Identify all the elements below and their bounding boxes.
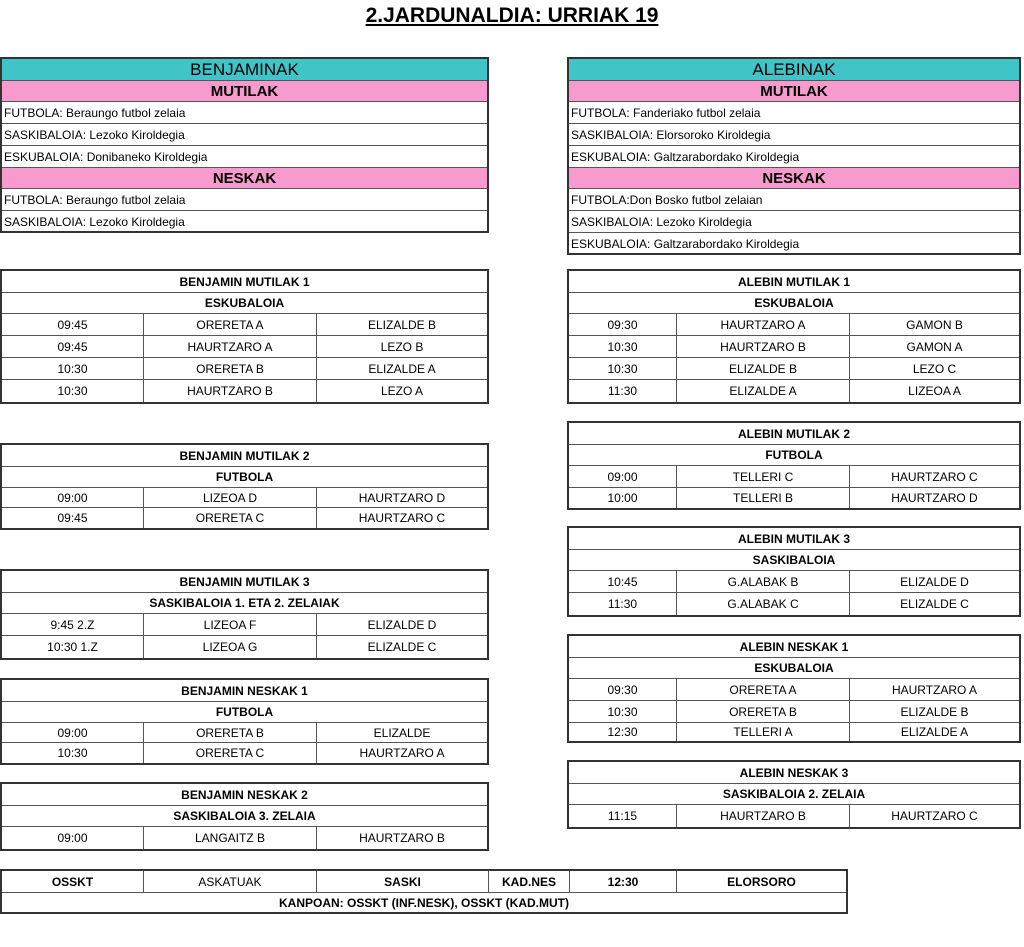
- group-title: ALEBIN MUTILAK 2: [569, 423, 1019, 445]
- match-row: [2, 743, 487, 763]
- home-team: LANGAITZ B: [144, 827, 317, 849]
- group-title: BENJAMIN NESKAK 1: [2, 680, 487, 702]
- home-team: HAURTZARO B: [144, 380, 317, 402]
- match-time: 09:00: [2, 723, 144, 742]
- away-team: ELIZALDE B: [900, 704, 969, 719]
- match-time: 09:00: [569, 466, 677, 487]
- away-team: ELIZALDE B: [367, 317, 437, 332]
- venue-row: SASKIBALOIA: Lezoko Kiroldegia: [569, 211, 1019, 233]
- match-row: [569, 336, 1019, 358]
- away-team: HAURTZARO D: [891, 491, 978, 505]
- group-table-an1: [567, 634, 1021, 743]
- match-time: 10:30: [2, 358, 144, 379]
- group-table-bn2: [0, 782, 489, 851]
- benjaminak-venues: [0, 57, 489, 233]
- venue-row: FUTBOLA: Beraungo futbol zelaia: [2, 189, 487, 211]
- match-time: 11:15: [569, 805, 677, 827]
- group-table-bn1: [0, 678, 489, 765]
- away-team: GAMON B: [906, 317, 963, 332]
- match-row: [569, 701, 1019, 723]
- match-time: 10:00: [569, 488, 677, 508]
- match-time: 09:00: [2, 827, 144, 849]
- osskt-opponent-category: KAD.NES: [489, 871, 570, 892]
- match-row: [2, 488, 487, 508]
- home-team: ORERETA C: [144, 508, 317, 528]
- osskt-row: [2, 871, 846, 893]
- away-team: HAURTZARO B: [359, 831, 445, 845]
- home-team: ELIZALDE B: [677, 358, 850, 379]
- osskt-table: [0, 869, 848, 914]
- away-team: ELIZALDE A: [368, 361, 436, 376]
- match-time: 10:30: [569, 358, 677, 379]
- home-team: ORERETA B: [144, 358, 317, 379]
- group-table-an3: [567, 760, 1021, 829]
- match-time: 9:45 2.Z: [2, 614, 144, 635]
- match-time: 10:30: [2, 743, 144, 763]
- match-time: 11:30: [569, 380, 677, 402]
- match-time: 10:30: [569, 336, 677, 357]
- venue-row: SASKIBALOIA: Lezoko Kiroldegia: [4, 215, 185, 229]
- match-row: [569, 593, 1019, 615]
- away-team: ELIZALDE: [373, 725, 431, 740]
- match-row: [2, 380, 487, 402]
- venue-row: ESKUBALOIA: Galtzarabordako Kiroldegia: [569, 146, 1019, 168]
- home-team: LIZEOA G: [144, 636, 317, 658]
- group-title: ALEBIN MUTILAK 3: [569, 528, 1019, 550]
- away-team: HAURTZARO A: [359, 746, 445, 760]
- venue-row: ESKUBALOIA: Donibaneko Kiroldegia: [2, 146, 487, 168]
- group-table-am2: [567, 421, 1021, 510]
- away-team: GAMON A: [906, 339, 963, 354]
- venue-row: SASKIBALOIA: Lezoko Kiroldegia: [2, 124, 487, 146]
- venue-row: FUTBOLA: Beraungo futbol zelaia: [2, 102, 487, 124]
- group-title: BENJAMIN MUTILAK 1: [2, 271, 487, 293]
- match-row: [569, 723, 1019, 741]
- venue-row: FUTBOLA: Fanderiako futbol zelaia: [569, 102, 1019, 124]
- match-row: [569, 380, 1019, 402]
- group-sport: ESKUBALOIA: [569, 658, 1019, 679]
- match-row: [569, 805, 1019, 827]
- match-time: 09:30: [569, 314, 677, 335]
- away-team: LEZO A: [380, 384, 424, 398]
- group-title: ALEBIN NESKAK 3: [569, 762, 1019, 784]
- group-title: ALEBIN MUTILAK 1: [569, 271, 1019, 293]
- osskt-sport: SASKI: [317, 871, 489, 892]
- home-team: G.ALABAK C: [677, 593, 850, 615]
- away-team: HAURTZARO C: [891, 809, 978, 823]
- away-team: HAURTZARO A: [891, 682, 978, 697]
- home-team: ORERETA A: [144, 314, 317, 335]
- page-title: 2.JARDUNALDIA: URRIAK 19: [365, 4, 659, 27]
- group-sport: FUTBOLA: [2, 467, 487, 488]
- match-row: [2, 336, 487, 358]
- alebinak-venues: [567, 57, 1021, 255]
- away-team: ELIZALDE C: [900, 597, 969, 611]
- away-team: LIZEOA A: [908, 384, 961, 398]
- group-table-am1: [567, 269, 1021, 404]
- match-row: [569, 466, 1019, 488]
- match-row: [569, 679, 1019, 701]
- match-time: 11:30: [569, 593, 677, 615]
- match-row: [2, 723, 487, 743]
- home-team: ORERETA A: [677, 679, 850, 700]
- away-team: LEZO B: [380, 339, 424, 354]
- match-row: [569, 358, 1019, 380]
- group-sport: ESKUBALOIA: [2, 293, 487, 314]
- osskt-time: 12:30: [570, 871, 677, 892]
- group-sport: SASKIBALOIA 3. ZELAIA: [2, 806, 487, 827]
- match-row: [569, 488, 1019, 508]
- match-row: [2, 508, 487, 528]
- match-row: [2, 314, 487, 336]
- match-time: 09:30: [569, 679, 677, 700]
- group-sport: FUTBOLA: [569, 445, 1019, 466]
- match-time: 09:45: [2, 314, 144, 335]
- osskt-team: OSSKT: [2, 871, 144, 892]
- away-team: HAURTZARO D: [358, 490, 446, 505]
- osskt-category: ASKATUAK: [144, 871, 317, 892]
- home-team: ELIZALDE A: [677, 380, 850, 402]
- venue-row: SASKIBALOIA: Elorsoroko Kiroldegia: [569, 124, 1019, 146]
- group-sport: SASKIBALOIA 2. ZELAIA: [569, 784, 1019, 805]
- home-team: G.ALABAK B: [677, 571, 850, 592]
- away-team: LEZO C: [912, 361, 957, 376]
- away-team: HAURTZARO C: [891, 469, 978, 484]
- match-row: [2, 614, 487, 636]
- venue-row: FUTBOLA:Don Bosko futbol zelaian: [569, 189, 1019, 211]
- away-team: HAURTZARO C: [358, 511, 446, 525]
- home-team: HAURTZARO B: [677, 805, 850, 827]
- match-time: 12:30: [569, 723, 677, 741]
- match-row: [569, 571, 1019, 593]
- group-sport: FUTBOLA: [2, 702, 487, 723]
- benjaminak-header: BENJAMINAK: [2, 59, 487, 81]
- away-team: ELIZALDE C: [367, 640, 437, 654]
- match-row: [2, 827, 487, 849]
- match-row: [2, 358, 487, 380]
- match-time: 10:30: [569, 701, 677, 722]
- alebinak-neskak-label: NESKAK: [569, 168, 1019, 189]
- match-time: 10:30 1.Z: [2, 636, 144, 658]
- away-team: ELIZALDE D: [367, 617, 437, 632]
- away-team: ELIZALDE D: [900, 574, 969, 589]
- group-sport: SASKIBALOIA 1. ETA 2. ZELAIAK: [2, 593, 487, 614]
- home-team: TELLERI C: [677, 466, 850, 487]
- away-team: ELIZALDE A: [900, 725, 969, 739]
- home-team: LIZEOA D: [144, 488, 317, 507]
- match-time: 10:45: [569, 571, 677, 592]
- group-table-am3: [567, 526, 1021, 617]
- home-team: HAURTZARO A: [144, 336, 317, 357]
- osskt-note: KANPOAN: OSSKT (INF.NESK), OSSKT (KAD.MUT): [279, 895, 569, 910]
- home-team: TELLERI B: [677, 488, 850, 508]
- alebinak-mutilak-label: MUTILAK: [569, 81, 1019, 102]
- group-table-bm1: [0, 269, 489, 404]
- match-time: 09:45: [2, 508, 144, 528]
- benjaminak-neskak-label: NESKAK: [2, 168, 487, 189]
- alebinak-header: ALEBINAK: [569, 59, 1019, 81]
- home-team: ORERETA B: [144, 723, 317, 742]
- home-team: LIZEOA F: [144, 614, 317, 635]
- group-table-bm2: [0, 443, 489, 530]
- home-team: ORERETA C: [144, 743, 317, 763]
- group-sport: SASKIBALOIA: [569, 550, 1019, 571]
- home-team: TELLERI A: [677, 723, 850, 741]
- osskt-venue: ELORSORO: [727, 874, 796, 889]
- match-row: [2, 636, 487, 658]
- match-time: 09:00: [2, 488, 144, 507]
- match-time: 09:45: [2, 336, 144, 357]
- group-table-bm3: [0, 569, 489, 660]
- benjaminak-mutilak-label: MUTILAK: [2, 81, 487, 102]
- venue-row: ESKUBALOIA: Galtzarabordako Kiroldegia: [571, 237, 800, 251]
- home-team: ORERETA B: [677, 701, 850, 722]
- group-title: ALEBIN NESKAK 1: [569, 636, 1019, 658]
- group-title: BENJAMIN NESKAK 2: [2, 784, 487, 806]
- home-team: HAURTZARO B: [677, 336, 850, 357]
- group-sport: ESKUBALOIA: [569, 293, 1019, 314]
- group-title: BENJAMIN MUTILAK 3: [2, 571, 487, 593]
- match-time: 10:30: [2, 380, 144, 402]
- group-title: BENJAMIN MUTILAK 2: [2, 445, 487, 467]
- home-team: HAURTZARO A: [677, 314, 850, 335]
- match-row: [569, 314, 1019, 336]
